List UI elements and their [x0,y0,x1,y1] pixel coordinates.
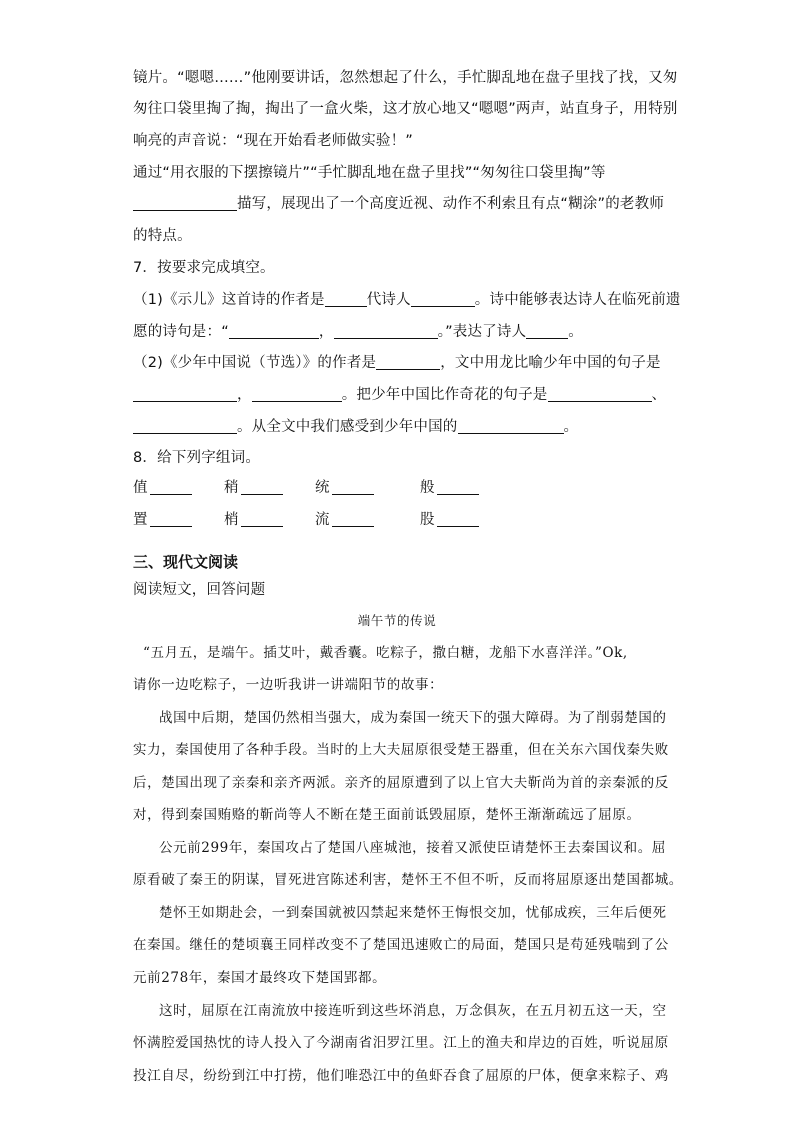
section-heading: 三、现代文阅读 [133,553,239,571]
q8-char: 股 [420,512,435,528]
q7-verse-blank-2[interactable] [334,322,438,339]
q7-enum-comma: 、 [651,387,667,403]
q7-part2-line1 [133,351,661,372]
article-line: 楚怀王如期赴会，一到秦国就被囚禁起来楚怀王悔恨交加，忧郁成疾，三年后便死 [159,905,667,921]
q8-item-7 [315,508,374,529]
q6-blank[interactable] [133,194,237,211]
q8-char: 值 [133,480,148,496]
q7-feeling-blank[interactable] [526,322,568,339]
q7-comma: ， [318,324,334,340]
q7-flower-blank-1[interactable] [548,385,652,402]
q7-p1-wish-prompt: 。诗中能够表达诗人在临死前遗 [474,292,681,308]
q8-char: 统 [315,480,330,496]
q7-period: 。 [568,324,583,340]
q8-blank[interactable] [150,478,192,495]
q8-blank[interactable] [241,510,283,527]
q8-item-5 [133,508,192,529]
article-line: 战国中后期，楚国仍然相当强大，成为秦国一统天下的强大障碍。为了削弱楚国的 [159,710,667,726]
q8-blank[interactable] [437,478,479,495]
q8-char: 置 [133,512,148,528]
article-line: 怀满腔爱国热忱的诗人投入了今湖南省汨罗江里。江上的渔夫和岸边的百姓，听说屈原 [133,1035,669,1051]
article-line: 对，得到秦国贿赂的靳尚等人不断在楚王面前诋毁屈原，楚怀王渐渐疏远了屈原。 [133,807,641,823]
q7-p1-poet-prompt: 代诗人 [366,292,411,308]
q7-dragon-blank-2[interactable] [252,385,342,402]
article-line: 原看破了秦王的阴谋，冒死进宫陈述利害，楚怀王不但不听，反而将屈原逐出楚国都城。 [133,872,683,888]
q8-char: 梢 [224,512,239,528]
q7-p1-author-prompt: （1)《示儿》这首诗的作者是 [133,292,325,308]
q6-text-line-4: 通过“用衣服的下摆擦镜片”“手忙脚乱地在盘子里找”“匆匆往口袋里掏”等 [133,165,606,181]
article-line: 后，楚国出现了亲秦和亲齐两派。亲齐的屈原遭到了以上官大夫靳尚为首的亲秦派的反 [133,775,669,791]
q8-char: 般 [420,480,435,496]
article-line: “五月五，是端午。插艾叶，戴香囊。吃粽子，撒白糖，龙船下水喜洋洋。”Ok, [143,645,628,661]
q7-p2-author-prompt: （2)《少年中国说（节选）》的作者是 [133,355,377,371]
q6-text-line-6: 的特点。 [133,228,192,244]
q7-part2-line3 [133,415,578,436]
q8-blank[interactable] [332,510,374,527]
q7-p2-dragon-prompt: ，文中用龙比喻少年中国的句子是 [440,355,661,371]
article-title: 端午节的传说 [357,613,437,628]
q7-title: 7．按要求完成填空。 [133,260,275,276]
article-line: 公元前299年，秦国攻占了楚国八座城池，接着又派使臣请楚怀王去秦国议和。屈 [159,840,666,856]
q7-dragon-blank-1[interactable] [133,385,237,402]
q8-blank[interactable] [332,478,374,495]
q8-item-3 [315,476,374,497]
q7-verse-blank-1[interactable] [229,322,319,339]
q8-char: 稍 [224,480,239,496]
article-line: 实力，秦国使用了各种手段。当时的上大夫屈原很受楚王器重，但在关东六国伐秦失败 [133,742,669,758]
article-line: 投江自尽，纷纷到江中打捞，他们唯恐江中的鱼虾吞食了屈原的尸体，便拿来粽子、鸡 [133,1068,669,1084]
q6-text-line-5: 描写，展现出了一个高度近视、动作不利索且有点“糊涂”的老教师 [237,196,665,212]
q8-blank[interactable] [437,510,479,527]
q6-text-line-1: 镜片。“嗯嗯……”他刚要讲话，忽然想起了什么，手忙脚乱地在盘子里找了找，又匆 [133,70,678,86]
q6-answer-line [133,192,664,213]
q7-p2-flower-prompt: 。把少年中国比作奇花的句子是 [341,387,548,403]
q7-comma-2: ， [237,387,252,403]
q7-poet-blank[interactable] [411,290,475,307]
q7-flower-blank-2[interactable] [133,417,237,434]
q8-item-4 [420,476,479,497]
q6-text-line-2: 匆往口袋里掏了掏，掏出了一盒火柴，这才放心地又“嗯嗯”两声，站直身子，用特别 [133,101,678,117]
q7-part1-line2 [133,320,583,341]
section-instruction: 阅读短文，回答问题 [133,582,266,598]
article-line: 这时，屈原在江南流放中接连听到这些坏消息，万念俱灰，在五月初五这一天，空 [159,1003,667,1019]
q8-item-8 [420,508,479,529]
q7-part1-line1 [133,288,681,309]
q7-p1-verse-prompt: 愿的诗句是：“ [133,324,229,340]
q6-text-line-3: 响亮的声音说：“现在开始看老师做实验！” [133,133,414,149]
q8-item-2 [224,476,283,497]
article-line: 元前278年，秦国才最终攻下楚国郢都。 [133,970,387,986]
q8-title: 8．给下列字组词。 [133,450,261,466]
q8-blank[interactable] [150,510,192,527]
q7-p1-feeling-prompt: 。”表达了诗人 [437,324,527,340]
article-line: 请你一边吃粽子，一边听我讲一讲端阳节的故事： [133,677,444,693]
q8-item-6 [224,508,283,529]
q7-dynasty-blank[interactable] [325,290,367,307]
q8-item-1 [133,476,192,497]
article-line: 在秦国。继任的楚顷襄王同样改变不了楚国迅速败亡的局面，楚国只是苟延残喘到了公 [133,937,669,953]
q7-p2-feel-prompt: 。从全文中我们感受到少年中国的 [237,419,458,435]
q7-author-blank[interactable] [376,353,440,370]
q7-period-2: 。 [563,419,579,435]
q7-part2-line2 [133,383,666,404]
q8-blank[interactable] [241,478,283,495]
q7-feel-blank[interactable] [458,417,564,434]
q8-char: 流 [315,512,330,528]
